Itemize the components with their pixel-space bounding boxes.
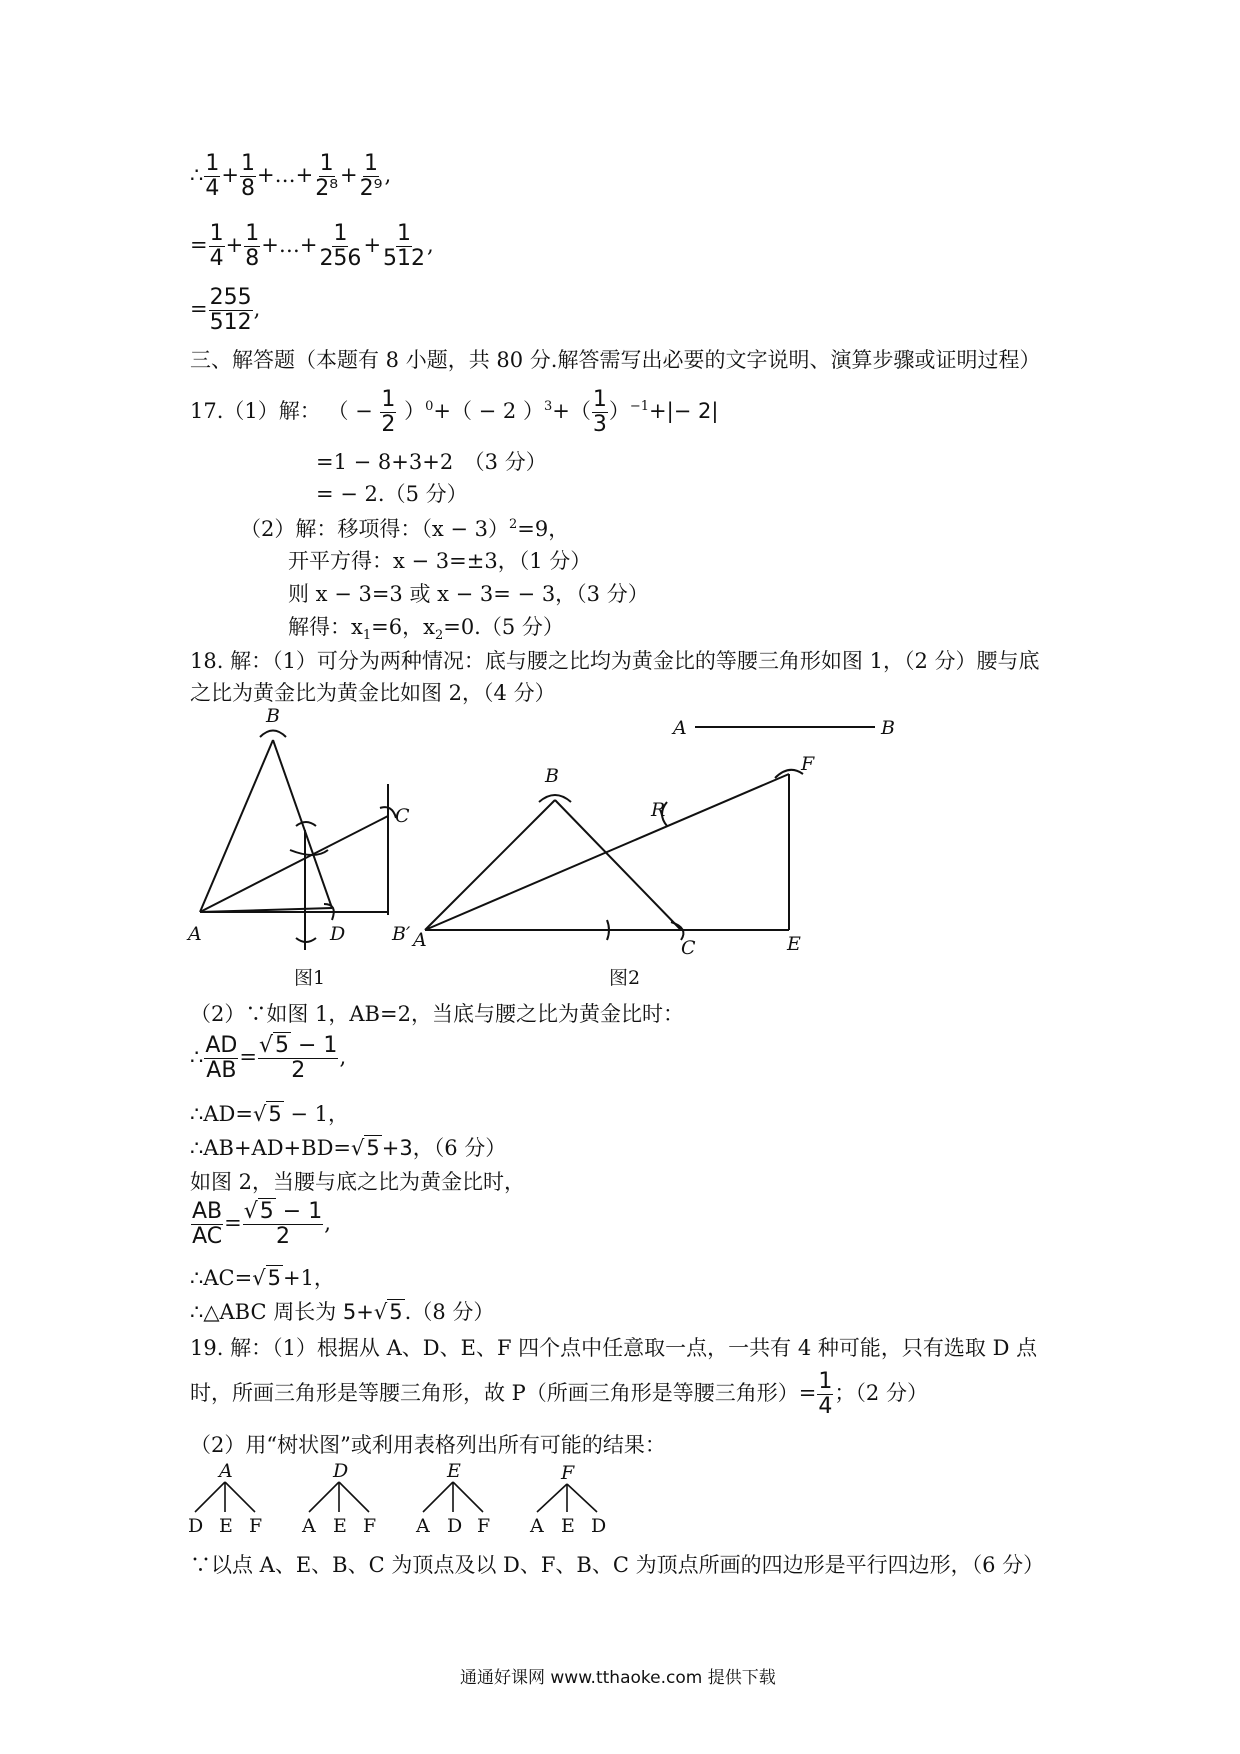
q17-step2: = − 2.（5 分） bbox=[316, 482, 468, 506]
fraction: $\frac{AD}{AB}$ bbox=[205, 1033, 238, 1084]
q19-part2: （2）用“树状图”或利用表格列出所有可能的结果： bbox=[190, 1433, 666, 1457]
label-A: A bbox=[188, 923, 202, 945]
q18-eq5: ∴AC=√5+1， bbox=[190, 1266, 335, 1290]
tree-1-root: A bbox=[219, 1460, 233, 1482]
label-B-given: B bbox=[881, 717, 895, 739]
label-B: B bbox=[545, 765, 559, 787]
q18-eq4: $\frac{AB}{AC}$ = $\frac{√5 - 1}{2}$ , bbox=[192, 1199, 331, 1250]
q18-fig2-intro: 如图 2，当腰与底之比为黄金比时， bbox=[190, 1170, 526, 1194]
segment-AB bbox=[425, 800, 555, 930]
tree-2-root: D bbox=[333, 1460, 349, 1482]
tree-diagrams bbox=[180, 1460, 640, 1540]
fraction: $\frac{1}{\text{2⁸}}$ bbox=[315, 151, 339, 202]
tree-2-leaf: E bbox=[333, 1515, 347, 1537]
tree-4-leaf: E bbox=[561, 1515, 575, 1537]
fraction: $\frac{1}{\text{2⁹}}$ bbox=[359, 151, 383, 202]
label-A-given: A bbox=[673, 717, 687, 739]
q17-cases: 则 x − 3=3 或 x − 3= − 3，（3 分） bbox=[288, 582, 649, 606]
label-A: A bbox=[413, 929, 427, 951]
label-C: C bbox=[395, 805, 410, 827]
label-D: D bbox=[330, 923, 346, 945]
segment-AC bbox=[200, 816, 388, 912]
fraction: $\frac{√5 - 1}{2}$ bbox=[258, 1033, 338, 1084]
tree-1-leaf: F bbox=[249, 1515, 263, 1537]
label-C: C bbox=[681, 937, 696, 959]
tree-3-leaf: A bbox=[416, 1515, 430, 1537]
q17-part2: （2）解：移项得：$(x - 3)^2=9$， bbox=[240, 517, 570, 541]
q19-line2: 时，所画三角形是等腰三角形，故 P（所画三角形是等腰三角形）= $\frac{1}{4}$ ；（2 分） bbox=[190, 1369, 928, 1420]
fraction: $\frac{1}{4}$ bbox=[205, 151, 220, 202]
tree-3 bbox=[415, 1460, 490, 1537]
tree-4-root: F bbox=[561, 1462, 575, 1484]
series-line-1: ∴ $\frac{1}{4}$ + $\frac{1}{8}$ +…+ $\frac{1}{\text{2⁸}}$ + $\frac{1}{\text{2⁹}}$ , bbox=[190, 151, 392, 202]
q18-eq3: ∴AB+AD+BD=√5+3，（6 分） bbox=[190, 1136, 507, 1160]
q19-last: ∵以点 A、E、B、C 为顶点及以 D、F、B、C 为顶点所画的四边形是平行四边形，（6 分） bbox=[190, 1553, 1045, 1577]
figure-2 bbox=[405, 700, 925, 990]
figure-1 bbox=[180, 700, 440, 990]
fraction: $\frac{√5 - 1}{2}$ bbox=[243, 1199, 323, 1250]
q18-eq6: ∴△ABC 周长为 5+√5.（8 分） bbox=[190, 1300, 495, 1324]
q19-line1: 19. 解：（1）根据从 A、D、E、F 四个点中任意取一点，一共有 4 种可能，只有选取 D 点 bbox=[190, 1336, 1038, 1360]
segment-AF bbox=[425, 774, 789, 930]
arc-top bbox=[296, 822, 316, 826]
q17-sqrt-step: 开平方得：x − 3=±3，（1 分） bbox=[288, 549, 592, 573]
q18-eq2: ∴AD=√5 − 1， bbox=[190, 1102, 350, 1126]
fraction: $\frac{AB}{AC}$ bbox=[192, 1199, 223, 1250]
tree-1-leaf: E bbox=[219, 1515, 233, 1537]
fraction: $\frac{1}{8}$ bbox=[245, 221, 260, 272]
page-footer: 通通好课网 www.tthaoke.com 提供下载 bbox=[460, 1668, 776, 1688]
fraction: $\frac{255}{512}$ bbox=[209, 285, 252, 336]
q18-line2: 之比为黄金比为黄金比如图 2，（4 分） bbox=[190, 681, 556, 705]
tree-4-leaf: D bbox=[591, 1515, 607, 1537]
label-B: B bbox=[266, 705, 280, 727]
figure-1-caption: 图1 bbox=[294, 967, 326, 989]
tree-4 bbox=[529, 1462, 606, 1537]
segment-AB bbox=[200, 740, 273, 912]
fraction: $\frac{1}{4}$ bbox=[818, 1369, 833, 1420]
series-line-3: = $\frac{255}{512}$ , bbox=[190, 285, 261, 336]
arc-mid bbox=[290, 850, 328, 855]
q18-eq1: ∴ $\frac{AD}{AB}$ = $\frac{√5 - 1}{2}$ , bbox=[190, 1033, 347, 1084]
fraction: $\frac{1}{8}$ bbox=[240, 151, 255, 202]
fraction: $\frac{1}{512}$ bbox=[383, 221, 426, 272]
tree-2-leaf: A bbox=[302, 1515, 316, 1537]
q18-line1: 18. 解：（1）可分为两种情况：底与腰之比均为黄金比的等腰三角形如图 1，（2 分）腰与底 bbox=[190, 649, 1040, 673]
label-R: R bbox=[651, 799, 666, 821]
tree-3-leaf: D bbox=[447, 1515, 463, 1537]
fraction: $\frac{1}{3}$ bbox=[592, 387, 607, 438]
label-Bprime: B′ bbox=[392, 923, 411, 945]
label-E: E bbox=[787, 933, 801, 955]
tree-2 bbox=[301, 1460, 376, 1537]
q18-part2-intro: （2）∵如图 1，AB=2，当底与腰之比为黄金比时： bbox=[190, 1002, 684, 1026]
q17-step1: =1 − 8+3+2 （3 分） bbox=[316, 450, 547, 474]
tree-4-leaf: A bbox=[530, 1515, 544, 1537]
q17-solution: 解得：$x_1=6$，$x_2=0.(5$ 分） bbox=[288, 615, 564, 644]
fraction: $\frac{1}{2}$ bbox=[381, 387, 396, 438]
tree-3-root: E bbox=[447, 1460, 461, 1482]
segment-BD bbox=[273, 740, 332, 908]
tree-1-leaf: D bbox=[188, 1515, 204, 1537]
label-F: F bbox=[801, 753, 815, 775]
fraction: $\frac{1}{4}$ bbox=[209, 221, 224, 272]
series-line-2: = $\frac{1}{4}$ + $\frac{1}{8}$ +…+ $\frac{1}{256}$ + $\frac{1}{512}$ , bbox=[190, 221, 434, 272]
arc-B bbox=[260, 731, 286, 738]
figure-2-caption: 图2 bbox=[609, 967, 641, 989]
tree-3-leaf: F bbox=[477, 1515, 491, 1537]
tree-1 bbox=[188, 1460, 262, 1537]
tree-2-leaf: F bbox=[363, 1515, 377, 1537]
section-title: 三、解答题（本题有 8 小题，共 80 分.解答需写出必要的文字说明、演算步骤或证明过程） bbox=[190, 348, 1041, 372]
q17-expression: 17.（1）解： （ − $\frac{1}{2}$ ）$^0$+（ − 2 ）$^3$+（ $\frac{1}{3}$ ）$^{-1}$+|− 2| bbox=[190, 387, 719, 438]
fraction: $\frac{1}{256}$ bbox=[319, 221, 362, 272]
